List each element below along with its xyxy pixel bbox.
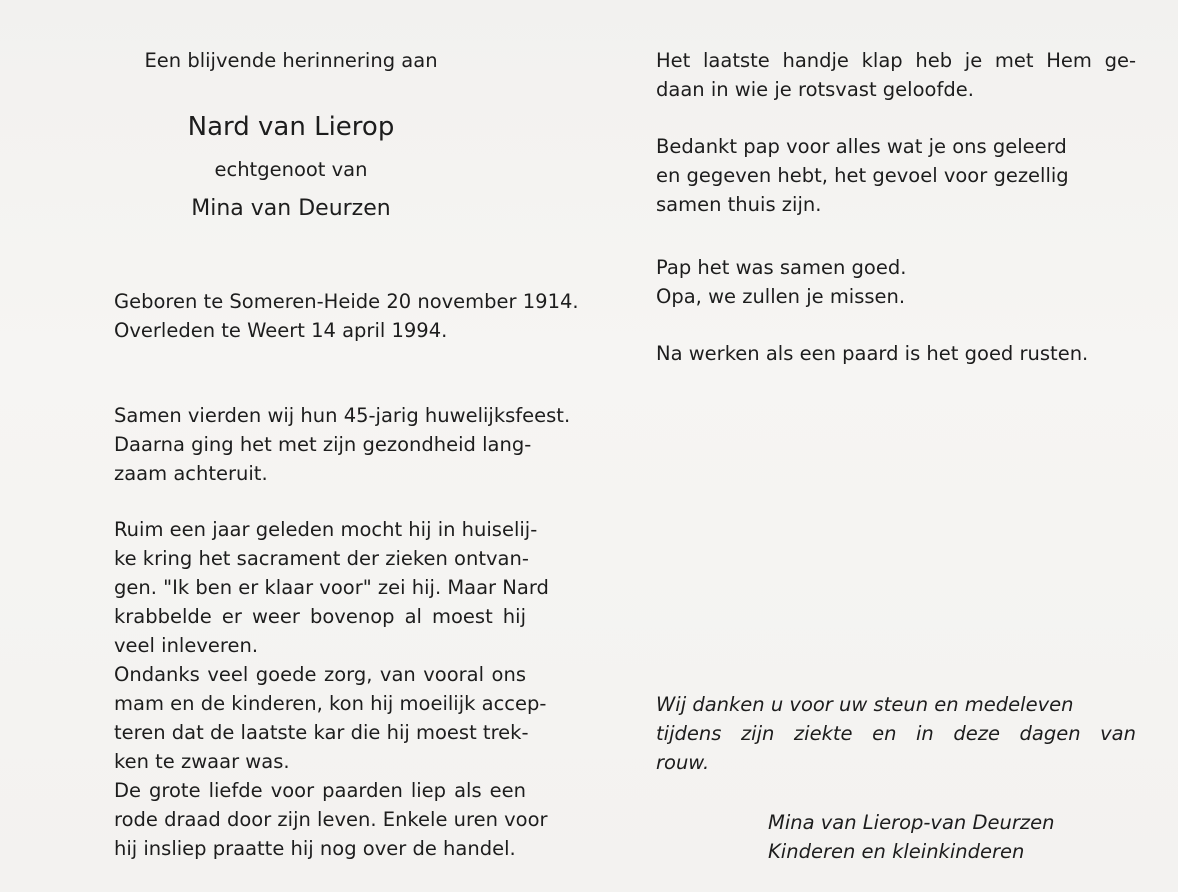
paragraph-care xyxy=(114,660,547,776)
deceased-name: Nard van Lierop xyxy=(187,112,395,142)
text-line: Het laatste handje klap heb je met Hem ge- xyxy=(656,49,1136,72)
paragraph-sacrament xyxy=(114,515,549,660)
text-line: krabbelde er weer bovenop al moest hij xyxy=(114,605,526,628)
text-line: mam en de kinderen, kon hij moeilijk accep- xyxy=(114,692,547,715)
text-line: rode draad door zijn leven. Enkele uren voor xyxy=(114,808,548,831)
birth-line: Geboren te Someren-Heide 20 november 1914. xyxy=(114,290,579,313)
thanks-message xyxy=(656,690,1136,777)
text-line: Daarna ging het met zijn gezondheid lang- xyxy=(114,433,532,456)
text-line: De grote liefde voor paarden liep als een xyxy=(114,779,526,802)
paragraph-faith xyxy=(656,46,1136,104)
signature-line: Mina van Lierop-van Deurzen xyxy=(768,811,1055,834)
text-line: teren dat de laatste kar die hij moest trek- xyxy=(114,721,529,744)
text-line: en gegeven hebt, het gevoel voor gezellig xyxy=(656,164,1069,187)
intro-text: Een blijvende herinnering aan xyxy=(144,49,438,72)
text-line: rouw. xyxy=(656,751,710,774)
death-line: Overleden te Weert 14 april 1994. xyxy=(114,319,448,342)
signature-block xyxy=(768,808,1108,866)
text-line: samen thuis zijn. xyxy=(656,193,822,216)
text-line: Ondanks veel goede zorg, van vooral ons xyxy=(114,663,526,686)
paragraph-anniversary xyxy=(114,401,571,488)
paragraph-horses xyxy=(114,776,548,863)
paragraph-rest xyxy=(656,339,1136,368)
text-line: tijdens zijn ziekte en in deze dagen van xyxy=(656,722,1136,745)
text-line: gen. "Ik ben er klaar voor" zei hij. Maar Nard xyxy=(114,576,549,599)
text-line: Na werken als een paard is het goed rusten. xyxy=(656,342,1089,365)
text-line: Pap het was samen goed. xyxy=(656,256,907,279)
spouse-name: Mina van Deurzen xyxy=(191,196,391,221)
text-line: Wij danken u voor uw steun en medeleven xyxy=(656,693,1074,716)
text-line: zaam achteruit. xyxy=(114,462,268,485)
signature-line: Kinderen en kleinkinderen xyxy=(768,840,1025,863)
text-line: daan in wie je rotsvast geloofde. xyxy=(656,78,974,101)
spouse-label: echtgenoot van xyxy=(214,158,368,181)
text-line: Bedankt pap voor alles wat je ons geleerd xyxy=(656,135,1067,158)
paragraph-together xyxy=(656,253,1136,311)
text-line: veel inleveren. xyxy=(114,634,259,657)
life-dates xyxy=(114,287,579,345)
text-line: Opa, we zullen je missen. xyxy=(656,285,906,308)
paragraph-thanks-dad xyxy=(656,132,1136,219)
text-line: Ruim een jaar geleden mocht hij in huiselij- xyxy=(114,518,538,541)
text-line: ken te zwaar was. xyxy=(114,750,290,773)
text-line: Samen vierden wij hun 45-jarig huwelijksfeest. xyxy=(114,404,571,427)
text-line: hij insliep praatte hij nog over de handel. xyxy=(114,837,516,860)
text-line: ke kring het sacrament der zieken ontvan- xyxy=(114,547,529,570)
